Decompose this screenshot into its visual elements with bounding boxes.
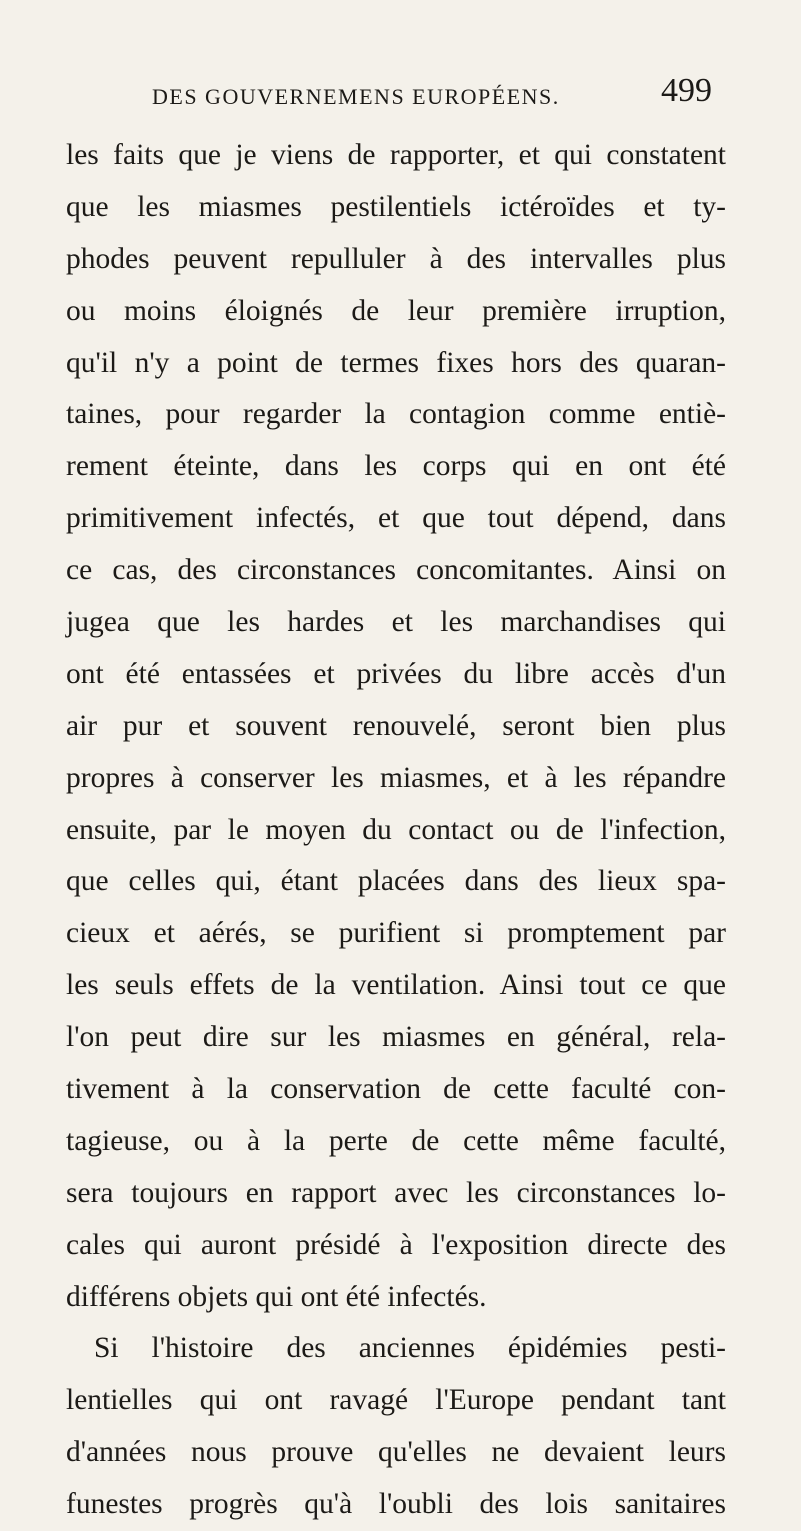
text-line: qu'il n'y a point de termes fixes hors des quaran-	[66, 346, 726, 379]
text-line: rement éteinte, dans les corps qui en ont été	[66, 450, 726, 483]
text-line: cieux et aérés, se purifient si promptement par	[66, 917, 726, 950]
page-header	[152, 72, 712, 118]
text-line: différens objets qui ont été infectés.	[66, 1280, 487, 1313]
text-line: phodes peuvent repulluler à des intervalles plus	[66, 242, 726, 275]
text-line: primitivement infectés, et que tout dépend, dans	[66, 502, 726, 535]
running-head: DES GOUVERNEMENS EUROPÉENS.	[152, 84, 560, 109]
text-line: funestes progrès qu'à l'oubli des lois sanitaires	[66, 1488, 726, 1521]
text-line: propres à conserver les miasmes, et à les répandre	[66, 761, 726, 794]
text-line: sera toujours en rapport avec les circonstances lo-	[66, 1176, 726, 1209]
text-line: lentielles qui ont ravagé l'Europe pendant tant	[66, 1384, 726, 1417]
page-number: 499	[661, 72, 712, 109]
text-line: ont été entassées et privées du libre accès d'un	[66, 657, 726, 690]
text-line: que les miasmes pestilentiels ictéroïdes et ty-	[66, 190, 726, 223]
text-line: jugea que les hardes et les marchandises qui	[66, 606, 726, 639]
text-line: d'années nous prouve qu'elles ne devaient leurs	[66, 1436, 726, 1469]
text-line: ensuite, par le moyen du contact ou de l'infection,	[66, 813, 726, 846]
text-line: que celles qui, étant placées dans des lieux spa-	[66, 865, 726, 898]
text-line: les seuls effets de la ventilation. Ainsi tout ce que	[66, 969, 726, 1002]
text-line: ou moins éloignés de leur première irruption,	[66, 294, 726, 327]
text-line: air pur et souvent renouvelé, seront bien plus	[66, 709, 726, 742]
text-line: ce cas, des circonstances concomitantes. Ainsi on	[66, 554, 726, 587]
text-line: tagieuse, ou à la perte de cette même faculté,	[66, 1124, 726, 1157]
body-text	[66, 130, 726, 1531]
text-line: taines, pour regarder la contagion comme entiè-	[66, 398, 726, 431]
text-line: les faits que je viens de rapporter, et qui constatent	[66, 139, 726, 171]
text-line: l'on peut dire sur les miasmes en général, rela-	[66, 1021, 726, 1054]
text-line: tivement à la conservation de cette faculté con-	[66, 1073, 726, 1106]
paragraph-first-line: Si l'histoire des anciennes épidémies pesti-	[94, 1332, 726, 1365]
text-line: cales qui auront présidé à l'exposition directe des	[66, 1228, 726, 1261]
